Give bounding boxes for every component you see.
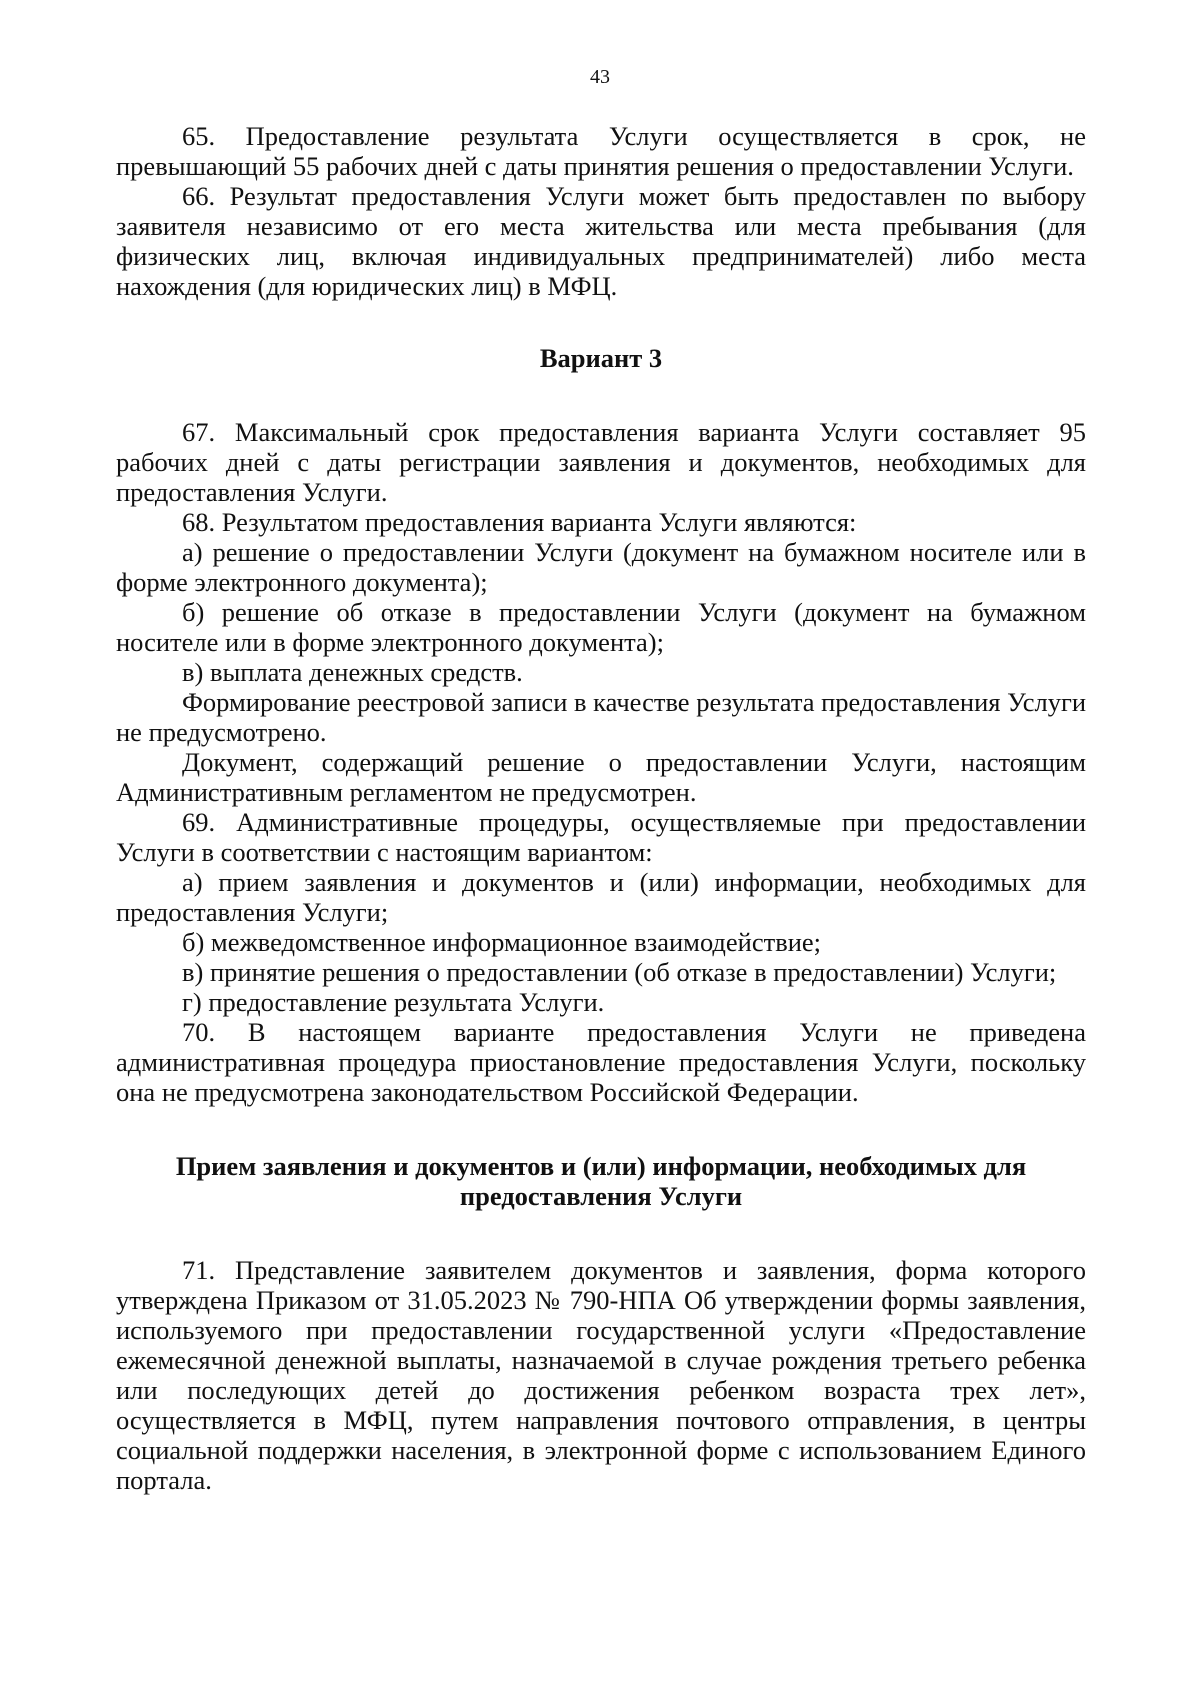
paragraph-registry-record: Формирование реестровой записи в качестве результата предоставления Услуги не предусмотрено. (116, 687, 1086, 747)
paragraph-66: 66. Результат предоставления Услуги может быть предоставлен по выбору заявителя независимо от его места жительства или места пребывания (для физических лиц, включая индивидуальных предпринимателей) либо места нахождения (для юридических лиц) в МФЦ. (116, 181, 1086, 301)
page-number: 43 (590, 66, 610, 88)
section-heading-reception: Прием заявления и документов и (или) информации, необходимых для предоставления Услуги (175, 1151, 1027, 1211)
paragraph-70: 70. В настоящем варианте предоставления Услуги не приведена административная процедура приостановление предоставления Услуги, поскольку она не предусмотрена законодательством Российской Федерации. (116, 1017, 1086, 1107)
list-item-68-v: в) выплата денежных средств. (182, 657, 523, 687)
paragraph-decision-document: Документ, содержащий решение о предоставлении Услуги, настоящим Административным регламентом не предусмотрен. (116, 747, 1086, 807)
paragraph-65: 65. Предоставление результата Услуги осуществляется в срок, не превышающий 55 рабочих дней с даты принятия решения о предоставлении Услуги. (116, 121, 1086, 181)
list-item-69-b: б) межведомственное информационное взаимодействие; (182, 927, 822, 957)
paragraph-71: 71. Представление заявителем документов и заявления, форма которого утверждена Приказом от 31.05.2023 № 790-НПА Об утверждении формы заявления, используемого при предоставлении государственной услуги «Предоставление ежемесячной денежной выплаты, назначаемой в случае рождения третьего ребенка или последующих детей до достижения ребенком возраста трех лет», осуществляется в МФЦ, путем направления почтового отправления, в центры социальной поддержки населения, в электронной форме с использованием Единого портала. (116, 1255, 1086, 1495)
list-item-68-b: б) решение об отказе в предоставлении Услуги (документ на бумажном носителе или в форме электронного документа); (116, 597, 1086, 657)
section-heading-variant: Вариант 3 (539, 343, 663, 373)
list-item-69-v: в) принятие решения о предоставлении (об отказе в предоставлении) Услуги; (182, 957, 1057, 987)
list-item-69-a: а) прием заявления и документов и (или) информации, необходимых для предоставления Услуги; (116, 867, 1086, 927)
list-item-68-a: а) решение о предоставлении Услуги (документ на бумажном носителе или в форме электронного документа); (116, 537, 1086, 597)
document-body (116, 121, 1086, 1495)
paragraph-69: 69. Административные процедуры, осуществляемые при предоставлении Услуги в соответствии с настоящим вариантом: (116, 807, 1086, 867)
list-item-69-g: г) предоставление результата Услуги. (182, 987, 605, 1017)
paragraph-68: 68. Результатом предоставления варианта Услуги являются: (182, 507, 857, 537)
paragraph-67: 67. Максимальный срок предоставления варианта Услуги составляет 95 рабочих дней с даты регистрации заявления и документов, необходимых для предоставления Услуги. (116, 417, 1086, 507)
